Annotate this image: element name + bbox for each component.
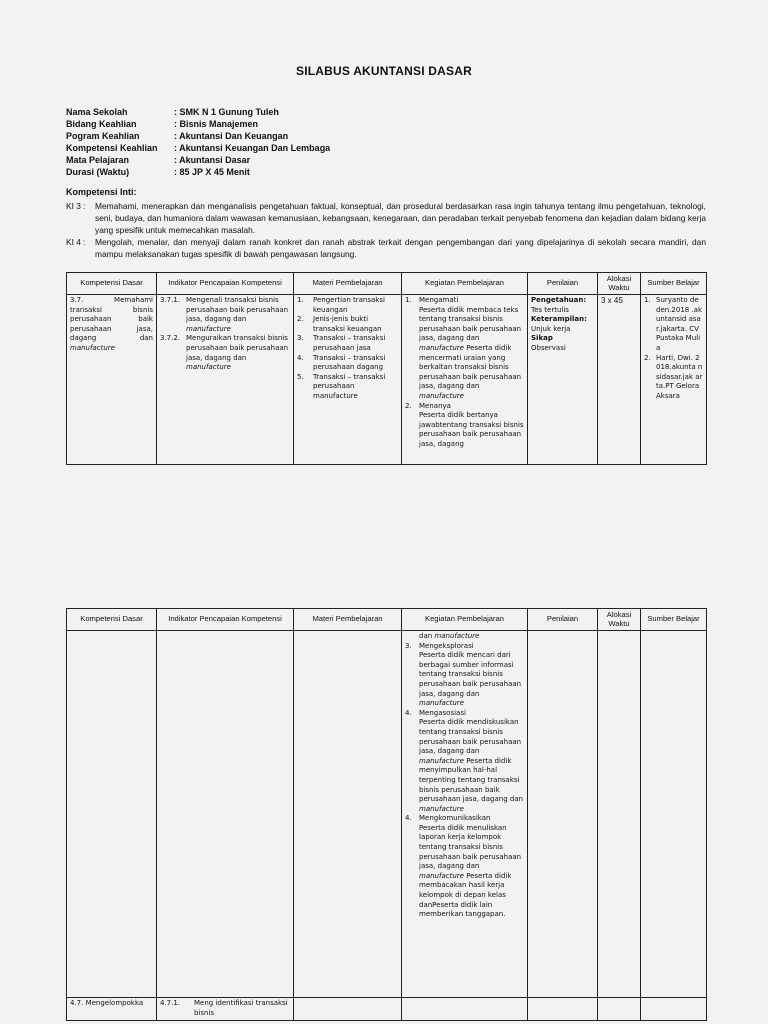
materi-text: Pengertian transaksi keuangan [313,296,385,314]
kegiatan-italic: manufacture [419,343,464,352]
sikap-label: Sikap [531,334,553,343]
materi-number: 1. [297,296,304,304]
identity-label: Nama Sekolah [66,107,128,117]
identity-value: : Akuntansi Dan Keuangan [174,131,289,141]
materi-text: Transaksi – transaksi perusahaan dagang [313,353,386,372]
keterampilan-label: Keterampilan: [531,315,587,324]
kd-cell [67,295,157,465]
column-header: Alokasi Waktu [598,609,641,631]
table-header-row [67,609,707,631]
kegiatan-body [419,296,525,402]
ki4-text: Mengolah, menalar, dan menyaji dalam ranah konkret dan ranah abstrak terkait dengan pengembangan dari yang dipelajarinya di sekolah secara mandiri, dan mampu melaksanakan tugas spesifik di bawah pengawasan langsung. [95,237,706,259]
sumber-text: Harti, Dwi. 2018.akunta nsidasar.jak arta.PT Gelora Aksara [656,353,703,400]
sumber-item [644,354,703,402]
penilaian-cell [528,998,598,1021]
column-header: Kompetensi Dasar [67,609,157,631]
ipk-text [186,296,290,334]
sumber-number: 1. [644,296,651,304]
kegiatan-italic: manufacture [419,699,464,708]
kegiatan-cell [402,998,528,1021]
materi-number: 2. [297,315,304,324]
kegiatan-italic: manufacture [419,804,464,813]
kegiatan-heading: Mengamati [419,296,459,304]
identity-value: : Akuntansi Dasar [174,155,251,165]
identity-row [66,118,330,130]
materi-text: Jenis-jenis bukti transaksi keuangan [313,315,382,333]
ipk-text: Meng identifikasi transaksi bisnis [194,999,288,1017]
kd-text: 3.7. Memahami transaksi bisnis perusahaan baik perusahaan jasa, dagang dan [70,296,153,343]
kegiatan-item [405,296,525,402]
sumber-item [644,296,703,354]
materi-number: 4. [297,353,304,362]
ipk-number: 3.7.2. [160,334,181,343]
identity-label: Durasi (Waktu) [66,167,130,177]
materi-cell [294,998,402,1021]
column-header: Sumber Belajar [641,273,707,295]
kegiatan-text-main: Peserta didik menuliskan laporan kerja kelompok tentang transaksi bisnis perusahaan baik perusahaan jasa, dagang dan [419,823,522,871]
ki3-code: KI 3 [66,201,81,211]
kd-cell [67,631,157,998]
identity-value: : SMK N 1 Gunung Tuleh [174,107,279,117]
syllabus-table-page1 [66,272,707,465]
sumber-cell [641,631,707,998]
column-header: Kegiatan Pembelajaran [402,609,528,631]
kegiatan-item [405,709,525,815]
identity-row [66,142,330,154]
materi-cell [294,295,402,465]
kegiatan-text [419,651,525,709]
ki3-colon: : [83,201,86,211]
identity-label: Kompetensi Keahlian [66,143,158,153]
kegiatan-item [405,642,525,709]
kegiatan-body [419,402,525,450]
kd-italic: manufacture [70,343,115,352]
kegiatan-cell [402,295,528,465]
materi-item [297,354,398,373]
ki3-row [66,200,706,236]
kegiatan-text-main: Peserta didik mencari dari berbagai sumber informasi tentang transaksi bisnis perusahaan baik perusahaan jasa, dagang dan [419,651,522,698]
ipk-text [186,334,290,372]
kegiatan-text-main: Peserta didik membaca teks tentang transaksi bisnis perusahaan baik perusahaan jasa, dagang dan [419,305,522,343]
kegiatan-text [419,824,525,920]
table-row [67,295,707,465]
ki3-text: Memahami, menerapkan dan menganalisis pengetahuan faktual, konseptual, dan prosedural berdasarkan rasa ingin tahunya tentang ilmu pengetahuan, teknologi, seni, budaya, dan humaniora dalam wawasan kemanusiaan, kebangsaan, kenegaraan, dan peradaban terkait penyebab fenomena dan kejadian dalam bidang kerja yang spesifik untuk memecahkan masalah. [95,201,706,235]
column-header: Kegiatan Pembelajaran [402,273,528,295]
ipk-text-main: Mengenali transaksi bisnis perusahaan baik perusahaan jasa, dagang dan [186,296,289,324]
identity-row [66,130,330,142]
kegiatan-italic: manufacture [419,871,464,880]
kegiatan-text-tail: Peserta didik membacakan hasil kerja kelompok di depan kelas danPeserta didik lain memberikan tanggapan. [419,871,512,919]
ipk-italic: manufacture [186,324,231,333]
ipk-number: 4.7.1. [160,999,181,1007]
ipk-item [160,334,290,372]
ipk-cell [157,295,294,465]
kegiatan-heading: Menanya [419,401,451,410]
ipk-cell [157,998,294,1021]
kegiatan-body [419,642,525,709]
alokasi-cell [598,998,641,1021]
column-header: Alokasi Waktu [598,273,641,295]
ipk-text-main: Menguraikan transaksi bisnis perusahaan baik perusahaan jasa, dagang dan [186,334,289,362]
kegiatan-body [419,814,525,920]
column-header: Kompetensi Dasar [67,273,157,295]
identity-value: : 85 JP X 45 Menit [174,167,250,177]
ki4-code: KI 4 [66,237,81,247]
kegiatan-italic: manufacture [419,756,464,765]
keterampilan-value: Unjuk kerja [531,324,571,333]
identity-label: Mata Pelajaran [66,155,130,165]
kegiatan-text [419,411,525,449]
pengetahuan-value: Tes tertulis [531,305,569,314]
alokasi-cell [598,631,641,998]
column-header: Penilaian [528,273,598,295]
table-row [67,998,707,1021]
penilaian-cell [528,631,598,998]
identity-value: : Bisnis Manajemen [174,119,259,129]
page-title: SILABUS AKUNTANSI DASAR [296,64,472,78]
kegiatan-body [419,709,525,815]
table-header-row [67,273,707,295]
column-header: Materi Pembelajaran [294,609,402,631]
materi-item [297,373,398,402]
sumber-number: 2. [644,353,651,362]
kegiatan-text-tail: Peserta didik mencermati uraian yang berkaitan transaksi bisnis perusahaan baik perusahaan jasa, dagang dan [419,343,522,391]
kegiatan-heading: Mengkomunikasikan [419,814,491,823]
materi-item [297,315,398,334]
kegiatan-number: 2. [405,401,412,410]
materi-item [297,296,398,315]
cont-line: dan manufacture [419,632,480,640]
ipk-number: 3.7.1. [160,296,181,304]
column-header: Materi Pembelajaran [294,273,402,295]
materi-item [297,334,398,353]
ki4-colon: : [83,237,86,247]
identity-row [66,154,330,166]
column-header: Indikator Pencapaian Kompetensi [157,609,294,631]
table-row-continued [67,631,707,998]
column-header: Sumber Belajar [641,609,707,631]
kd-cell: 4.7. Mengelompokka [67,998,157,1021]
kegiatan-text [419,306,525,402]
kegiatan-heading: Mengeksplorasi [419,641,474,650]
kegiatan-text-tail: Peserta didik menyimpulkan hal-hal terpenting tentang transaksi bisnis perusahaan baik perusahaan jasa, dagang dan [419,756,524,804]
materi-number: 5. [297,372,304,381]
materi-text: Transaksi – transaksi perusahaan manufacture [313,372,386,400]
kegiatan-cell [402,631,528,998]
syllabus-table-page2 [66,608,707,1021]
kegiatan-item [405,402,525,450]
kegiatan-italic: manufacture [419,391,464,400]
alokasi-cell: 3 x 45 [598,295,641,465]
kegiatan-text [419,718,525,814]
ipk-cell [157,631,294,998]
kegiatan-number: 4. [405,814,412,823]
kegiatan-number: 4. [405,708,412,717]
pengetahuan-label: Pengetahuan: [531,296,587,304]
ipk-italic: manufacture [186,363,231,372]
kompetensi-inti-heading: Kompetensi Inti: [66,187,137,197]
identity-label: Bidang Keahlian [66,119,137,129]
column-header: Penilaian [528,609,598,631]
identity-row [66,106,330,118]
materi-number: 3. [297,334,304,343]
ki4-row [66,236,706,260]
penilaian-cell [528,295,598,465]
column-header: Indikator Pencapaian Kompetensi [157,273,294,295]
sumber-text: Suryanto deden.2018 .akuntansid asar.jakarta. CVPustaka Mulia [656,296,703,352]
sumber-cell [641,998,707,1021]
kegiatan-number: 1. [405,296,412,304]
identity-block [66,106,330,178]
ipk-item [160,296,290,334]
kegiatan-heading: Mengasosiasi [419,708,466,717]
materi-cell [294,631,402,998]
sumber-cell [641,295,707,465]
kegiatan-number: 3. [405,641,412,650]
identity-value: : Akuntansi Keuangan Dan Lembaga [174,143,331,153]
kegiatan-text-main: Peserta didik mendiskusikan tentang transaksi bisnis perusahaan baik perusahaan jasa, dagang dan [419,718,522,756]
kegiatan-text-main: Peserta didik bertanya jawabtentang transaksi bisnis perusahaan baik perusahaan jasa, dagang [419,411,524,448]
materi-text: Transaksi – transaksi perusahaan jasa [313,334,386,352]
sikap-value: Observasi [531,343,566,352]
identity-row [66,166,330,178]
identity-label: Pogram Keahlian [66,131,140,141]
kegiatan-item [405,814,525,920]
